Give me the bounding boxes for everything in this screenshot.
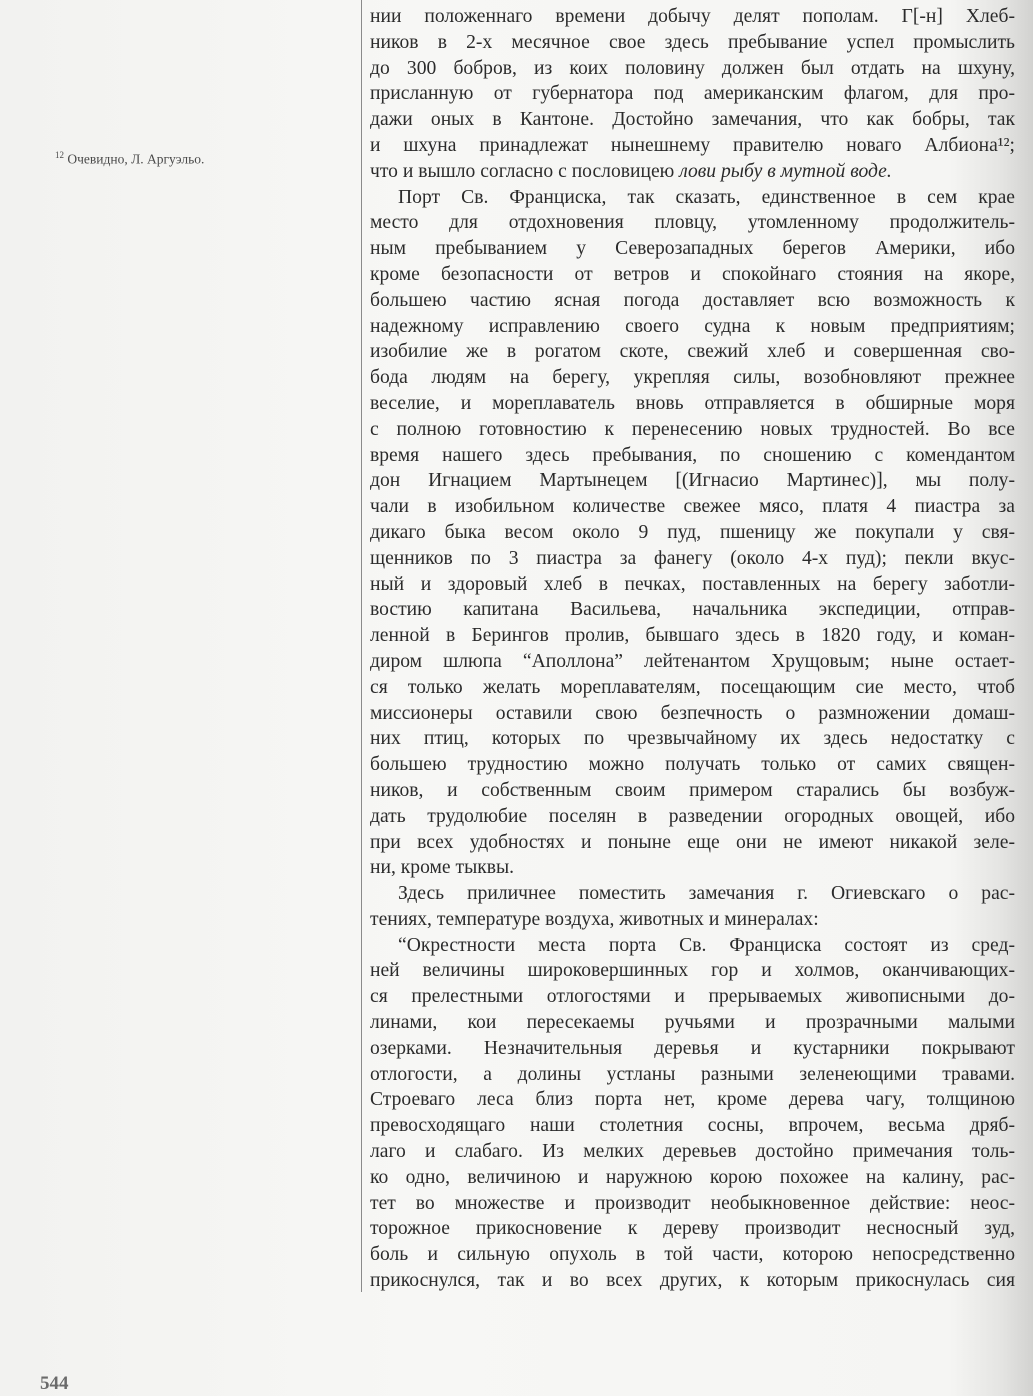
- italic-proverb: лови рыбу в мутной воде.: [679, 160, 892, 182]
- text-line-content: дажи оных в Кантоне. Достойно замечания, что как бобры, так: [370, 109, 1015, 131]
- text-line: [370, 1062, 1015, 1088]
- text-line-content: тет во множестве и производит необыкновенное действие: неос-: [370, 1192, 1015, 1214]
- text-line: [370, 881, 1015, 907]
- text-line: [370, 236, 1015, 262]
- text-line: [370, 417, 1015, 443]
- text-line-content: превосходящаго наши столетния сосны, впрочем, весьма дряб-: [370, 1115, 1015, 1137]
- text-line: [370, 907, 1015, 933]
- text-line: [370, 107, 1015, 133]
- text-line-content: боль и сильную опухоль в той части, которою непосредственно: [370, 1244, 1015, 1266]
- text-line-content: бода людям на берегу, укрепляя силы, возобновляют прежнее: [370, 367, 1015, 389]
- text-line-content: большею трудностию можно получать только от самих священ-: [370, 754, 1015, 776]
- text-line-content: до 300 бобров, из коих половину должен был отдать на шхуну,: [370, 57, 1015, 79]
- text-line-content: нии положеннаго времени добычу делят пополам. Г[-н] Хлеб-: [370, 6, 1015, 27]
- text-line-content: них птиц, которых по чрезвычайному их здесь недостатку с: [370, 728, 1015, 750]
- text-line: [370, 546, 1015, 572]
- text-line-content: с полною готовностию к перенесению новых трудностей. Во все: [370, 418, 1015, 440]
- text-line: [370, 1242, 1015, 1268]
- text-line-content: ным пребыванием у Северозападных берегов Америки, ибо: [370, 238, 1015, 260]
- text-line: [370, 752, 1015, 778]
- text-line: [370, 1087, 1015, 1113]
- text-line: [370, 468, 1015, 494]
- text-line: [370, 726, 1015, 752]
- text-line: [370, 520, 1015, 546]
- text-line-content: ся только желать мореплавателям, посещающим сие место, чтоб: [370, 676, 1015, 698]
- text-line-content: прикоснулся, так и во всех других, к которым прикоснулась сия: [370, 1270, 1015, 1292]
- text-line-content: ни, кроме тыквы.: [370, 857, 515, 879]
- text-line: [370, 1139, 1015, 1165]
- text-line-content: Строеваго леса близ порта нет, кроме дерева чагу, толщиною: [370, 1089, 1015, 1111]
- text-line-content: щенников по 3 пиастра за фанегу (около 4-х пуд); пекли вкус-: [370, 547, 1015, 569]
- text-line-content: дон Игнацием Мартынецем [(Игнасио Мартинес)], мы полу-: [370, 470, 1015, 492]
- text-line-content: ленной в Берингов пролив, бывшаго здесь в 1820 году, и коман-: [370, 625, 1015, 647]
- text-line: [370, 391, 1015, 417]
- text-line-content: кроме безопасности от ветров и спокойнаго стояния на якоре,: [370, 263, 1015, 285]
- text-line-content: ней величины широковершинных гор и холмов, оканчивающих-: [370, 960, 1015, 982]
- text-line: [370, 804, 1015, 830]
- text-line-content: ко одно, величиною и наружною корою похожее на калину, рас-: [370, 1166, 1015, 1188]
- text-line-content: при всех удобностях и поныне еще они не имеют никакой зеле-: [370, 831, 1015, 853]
- text-line: [370, 365, 1015, 391]
- text-line-content: чали в изобильном количестве свежее мясо, платя 4 пиастра за: [370, 496, 1015, 518]
- text-line-content: миссионеры оставили свою безпечность о размножении домаш-: [370, 702, 1015, 724]
- text-line-content: ников в 2-х месячное свое здесь пребывание успел промыслить: [370, 31, 1015, 53]
- text-line: [370, 185, 1015, 211]
- footnote-text: Очевидно, Л. Аргуэльо.: [67, 151, 205, 167]
- text-line-content: диром шлюпа “Аполлона” лейтенантом Хрущовым; ныне остает-: [370, 650, 1015, 672]
- text-line: [370, 675, 1015, 701]
- text-line: [370, 210, 1015, 236]
- text-line-content: “Окрестности места порта Св. Франциска состоят из сред-: [398, 934, 1015, 956]
- text-line-content: Здесь приличнее поместить замечания г. Огиевскаго о рас-: [398, 883, 1015, 905]
- text-line-content: дать трудолюбие поселян в разведении огородных овощей, ибо: [370, 805, 1015, 827]
- text-line-content: ников, и собственным своим примером старались бы возбуж-: [370, 779, 1015, 801]
- text-line-content: озерками. Незначительныя деревья и кустарники покрывают: [370, 1037, 1015, 1059]
- text-line-content: ся прелестными отлогостями и прерываемых живописными до-: [370, 986, 1015, 1008]
- text-line: [370, 494, 1015, 520]
- text-line: [370, 81, 1015, 107]
- text-line: [370, 30, 1015, 56]
- text-line: [370, 4, 1015, 30]
- text-line: [370, 1191, 1015, 1217]
- column-rule: [361, 0, 362, 1292]
- text-line: [370, 778, 1015, 804]
- text-line: [370, 159, 1015, 185]
- text-line-content: что и вышло согласно с пословицею: [370, 160, 680, 182]
- footnote-number: 12: [55, 150, 64, 160]
- text-line: [370, 855, 1015, 881]
- text-line-content: лаго и слабаго. Из мелких деревьев достойно примечания толь-: [370, 1141, 1015, 1163]
- text-line-content: тениях, температуре воздуха, животных и минералах:: [370, 908, 819, 930]
- text-line: [370, 1113, 1015, 1139]
- text-line-content: востию капитана Васильева, начальника экспедиции, отправ-: [370, 599, 1015, 621]
- text-line: [370, 133, 1015, 159]
- text-line-content: изобилие же в рогатом скоте, свежий хлеб и совершенная сво-: [370, 341, 1015, 363]
- text-line: [370, 56, 1015, 82]
- text-line: [370, 649, 1015, 675]
- text-line: [370, 933, 1015, 959]
- text-line: [370, 262, 1015, 288]
- text-line: [370, 288, 1015, 314]
- text-line-content: надежному исправлению своего судна к новым предприятиям;: [370, 315, 1015, 337]
- text-line-content: и шхуна принадлежат нынешнему правителю новаго Албиона¹²;: [370, 134, 1015, 156]
- text-line-content: время нашего здесь пребывания, по сношению с комендантом: [370, 444, 1015, 466]
- text-line: [370, 314, 1015, 340]
- text-line: [370, 984, 1015, 1010]
- text-line: [370, 597, 1015, 623]
- text-line: [370, 1216, 1015, 1242]
- page-number: 544: [40, 1373, 69, 1394]
- footnote: [55, 150, 204, 168]
- text-line-content: ный и здоровый хлеб в печках, поставленных на берегу заботли-: [370, 573, 1015, 595]
- text-line-content: большею частию ясная погода доставляет всю возможность к: [370, 289, 1015, 311]
- text-line-content: Порт Св. Франциска, так сказать, единственное в сем крае: [398, 186, 1015, 208]
- text-line: [370, 1036, 1015, 1062]
- text-line: [370, 339, 1015, 365]
- body-text: [370, 4, 1015, 1294]
- text-line-content: присланную от губернатора под американским флагом, для про-: [370, 83, 1015, 105]
- text-line-content: дикаго быка весом около 9 пуд, пшеницу же покупали у свя-: [370, 521, 1015, 543]
- text-line: [370, 958, 1015, 984]
- text-line: [370, 701, 1015, 727]
- text-line: [370, 623, 1015, 649]
- text-line: [370, 1165, 1015, 1191]
- text-line: [370, 830, 1015, 856]
- text-line-content: торожное прикосновение к дереву производит несносный зуд,: [370, 1218, 1015, 1240]
- text-line-content: отлогости, а долины устланы разными зеленеющими травами.: [370, 1063, 1015, 1085]
- text-line: [370, 1268, 1015, 1294]
- text-line: [370, 443, 1015, 469]
- text-line: [370, 572, 1015, 598]
- text-line-content: место для отдохновения пловцу, утомленному продолжитель-: [370, 212, 1015, 234]
- text-line-content: веселие, и мореплаватель вновь отправляется в обширные моря: [370, 392, 1015, 414]
- text-line: [370, 1010, 1015, 1036]
- text-line-content: линами, кои пересекаемы ручьями и прозрачными малыми: [370, 1012, 1015, 1034]
